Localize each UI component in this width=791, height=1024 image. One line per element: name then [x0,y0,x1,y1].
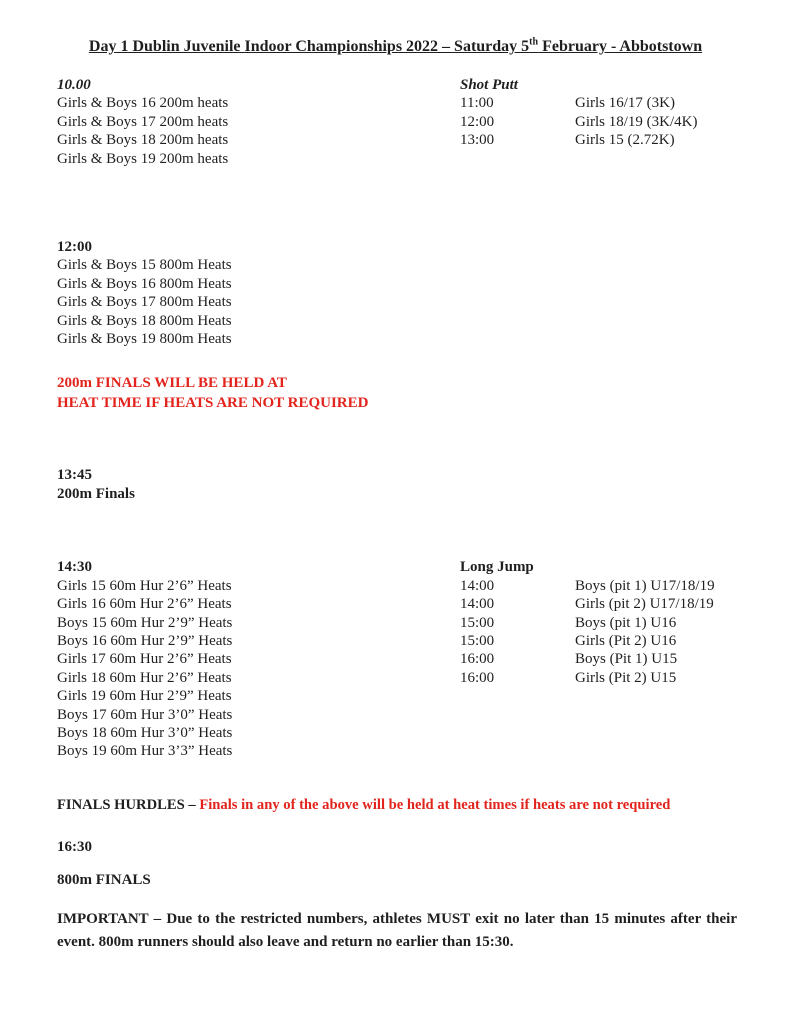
event-line: Girls 17 60m Hur 2’6” Heats [57,651,232,668]
event-line: Girls & Boys 19 800m Heats [57,331,232,348]
finals-800m-section [57,871,737,889]
event-line: Boys 17 60m Hur 3’0” Heats [57,706,233,723]
shot-putt-section [460,76,750,150]
session-1000-time: 10.00 [57,77,91,93]
event-line: Boys 16 60m Hur 2’9” Heats [57,632,233,649]
long-jump-row [460,669,750,687]
session-1630-section [57,838,737,856]
event-label: Girls 18/19 (3K/4K) [575,113,698,130]
title-prefix: Day 1 Dublin Juvenile Indoor Championships 2022 – Saturday 5 [88,38,530,55]
event-line: Girls 19 60m Hur 2’9” Heats [57,688,232,705]
event-time: 12:00 [460,113,495,130]
event-line: Girls & Boys 15 800m Heats [57,257,232,274]
long-jump-row [460,577,750,595]
event-time: 15:00 [460,614,495,631]
shot-putt-row [460,113,750,131]
session-1430-time: 14:30 [57,559,92,576]
important-notice: IMPORTANT – Due to the restricted numbers, athletes MUST exit no later than 15 minutes after their event. 800m runners should also leave and return no earlier than 15:30. [57,910,737,950]
event-time: 14:00 [460,596,495,613]
session-1345-section [57,466,737,503]
event-label: Girls (Pit 2) U16 [575,632,677,649]
shot-putt-title: Shot Putt [460,77,518,93]
long-jump-row [460,595,750,613]
long-jump-section [460,558,750,687]
session-1200-section [57,238,737,348]
event-line: Girls 15 60m Hur 2’6” Heats [57,577,232,594]
title-suffix: February - Abbotstown [538,38,703,55]
title-superscript: th [529,36,539,48]
event-line: Girls & Boys 18 200m heats [57,132,229,149]
event-time: 11:00 [460,95,494,112]
event-label: Girls 15 (2.72K) [575,132,675,149]
shot-putt-row [460,131,750,149]
event-line: Girls & Boys 17 800m Heats [57,294,232,311]
event-label: Girls (pit 2) U17/18/19 [575,596,714,613]
event-line: Girls 18 60m Hur 2’6” Heats [57,669,232,686]
finals-hurdles-notice [57,796,737,815]
event-line: Girls & Boys 19 200m heats [57,150,229,167]
notice-line: 200m FINALS WILL BE HELD AT [57,375,287,392]
event-label: Girls 16/17 (3K) [575,95,675,112]
session-1345-event: 200m Finals [57,485,135,502]
long-jump-title: Long Jump [460,559,534,576]
session-1345-time: 13:45 [57,467,92,484]
finals-hurdles-note: Finals in any of the above will be held at heat times if heats are not required [199,796,671,813]
event-label: Girls (Pit 2) U15 [575,669,677,686]
notice-line: HEAT TIME IF HEATS ARE NOT REQUIRED [57,395,369,412]
event-label: Boys (Pit 1) U15 [575,651,678,668]
event-time: 13:00 [460,132,495,149]
event-line: Girls & Boys 16 800m Heats [57,275,232,292]
long-jump-row [460,632,750,650]
event-line: Girls & Boys 17 200m heats [57,113,229,130]
event-label: Boys (pit 1) U17/18/19 [575,577,715,594]
event-label: Boys (pit 1) U16 [575,614,677,631]
session-1630-time: 16:30 [57,838,92,855]
session-1200-time: 12:00 [57,239,92,256]
finals-hurdles-label: FINALS HURDLES – [57,796,200,813]
event-time: 15:00 [460,632,495,649]
long-jump-row [460,650,750,668]
session-1000-section [57,76,737,168]
shot-putt-row [460,94,750,112]
event-time: 16:00 [460,651,495,668]
event-line: Boys 15 60m Hur 2’9” Heats [57,614,233,631]
event-time: 14:00 [460,577,495,594]
long-jump-row [460,614,750,632]
event-line: Boys 19 60m Hur 3’3” Heats [57,743,233,760]
document-title [0,37,791,56]
session-1430-section [57,558,737,760]
event-line: Girls 16 60m Hur 2’6” Heats [57,596,232,613]
notice-200m-finals [57,373,737,413]
event-line: Boys 18 60m Hur 3’0” Heats [57,724,233,741]
event-time: 16:00 [460,669,495,686]
event-line: Girls & Boys 16 200m heats [57,95,229,112]
event-line: Girls & Boys 18 800m Heats [57,312,232,329]
finals-800m-label: 800m FINALS [57,872,151,889]
